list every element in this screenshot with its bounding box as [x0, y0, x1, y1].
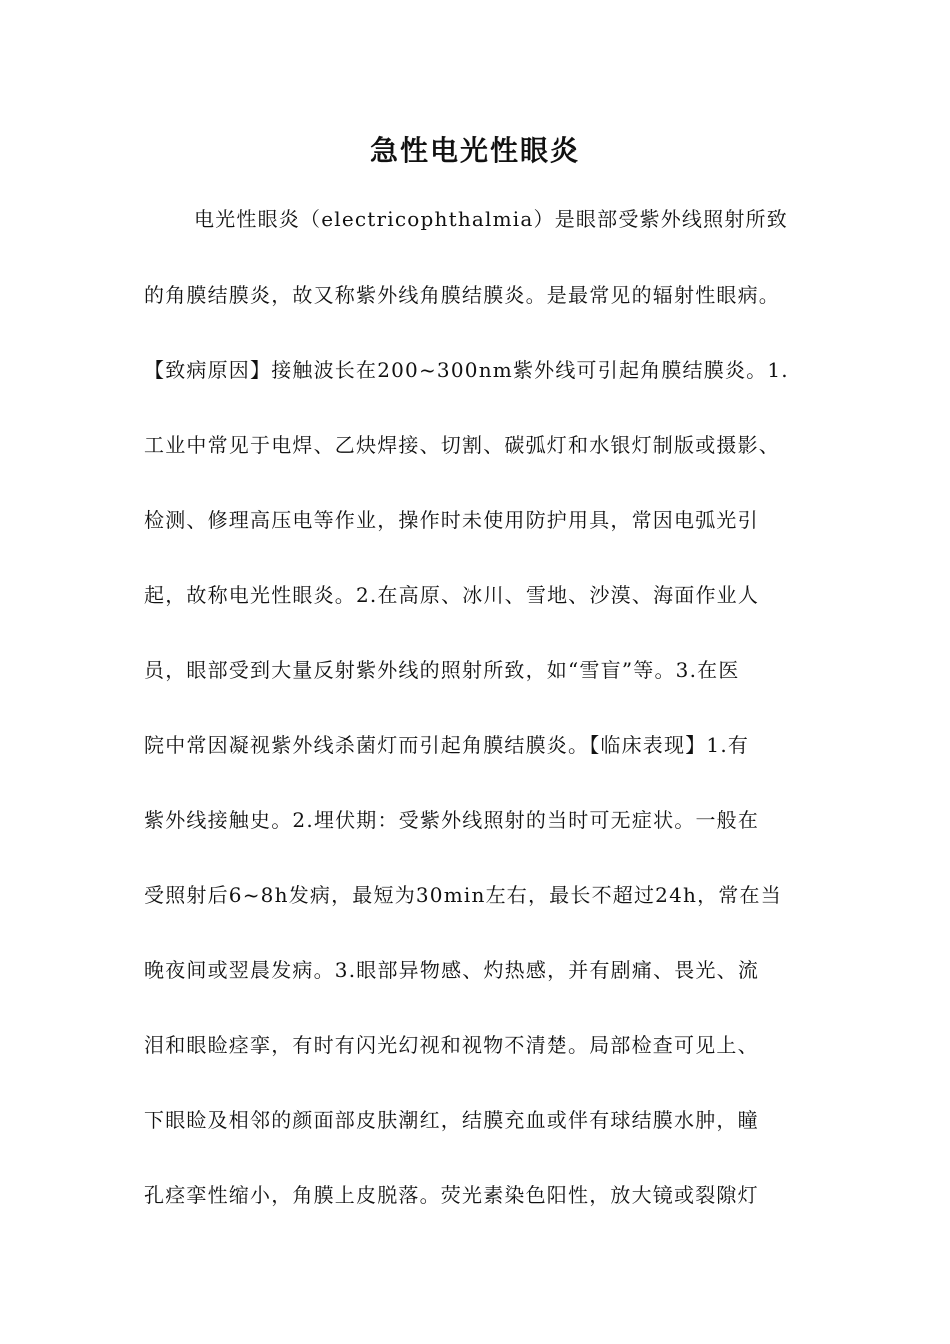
- document-title: 急性电光性眼炎: [369, 134, 580, 167]
- body-line-7: 员，眼部受到大量反射紫外线的照射所致，如“雪盲”等。3.在医: [144, 658, 740, 682]
- body-line-8: 院中常因凝视紫外线杀菌灯而引起角膜结膜炎。【临床表现】1.有: [144, 733, 750, 757]
- body-line-12: 泪和眼睑痉挛，有时有闪光幻视和视物不清楚。局部检查可见上、: [144, 1033, 759, 1057]
- body-line-9: 紫外线接触史。2.埋伏期：受紫外线照射的当时可无症状。一般在: [144, 808, 760, 832]
- body-line-5: 检测、修理高压电等作业，操作时未使用防护用具，常因电弧光引: [144, 508, 759, 532]
- body-line-11: 晚夜间或翌晨发病。3.眼部异物感、灼热感，并有剧痛、畏光、流: [144, 958, 760, 982]
- body-line-6: 起，故称电光性眼炎。2.在高原、冰川、雪地、沙漠、海面作业人: [144, 583, 760, 607]
- body-line-4: 工业中常见于电焊、乙炔焊接、切割、碳弧灯和水银灯制版或摄影、: [144, 433, 780, 457]
- body-line-2: 的角膜结膜炎，故又称紫外线角膜结膜炎。是最常见的辐射性眼病。: [144, 283, 780, 307]
- body-line-3: 【致病原因】接触波长在200~300nm紫外线可引起角膜结膜炎。1.: [144, 358, 789, 382]
- body-line-1: 电光性眼炎（electricophthalmia）是眼部受紫外线照射所致: [194, 207, 788, 231]
- body-line-10: 受照射后6~8h发病，最短为30min左右，最长不超过24h，常在当: [144, 883, 782, 907]
- body-line-13: 下眼睑及相邻的颜面部皮肤潮红，结膜充血或伴有球结膜水肿，瞳: [144, 1108, 759, 1132]
- body-line-14: 孔痉挛性缩小，角膜上皮脱落。荧光素染色阳性，放大镜或裂隙灯: [144, 1183, 759, 1207]
